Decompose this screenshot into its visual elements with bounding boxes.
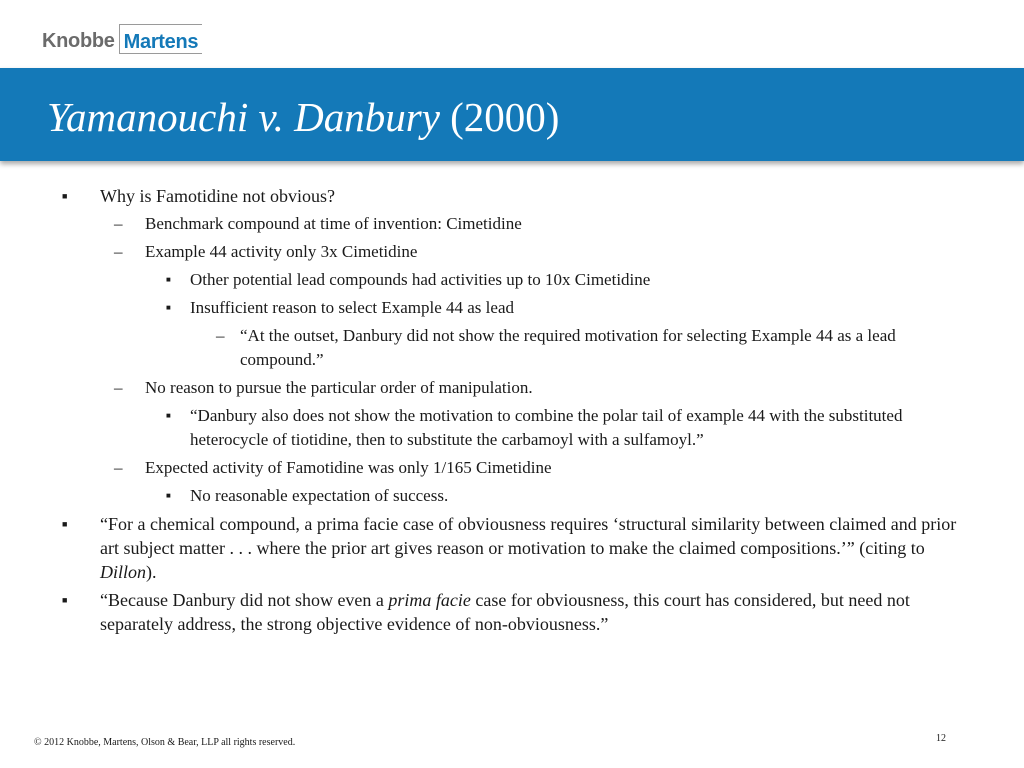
- title-case-name: Yamanouchi v. Danbury: [47, 94, 440, 140]
- bullet-text: No reasonable expectation of success.: [190, 486, 449, 505]
- bullet-text: Expected activity of Famotidine was only 1/165 Cimetidine: [145, 458, 552, 477]
- bullet-level2: [0, 376, 1024, 400]
- square-bullet-icon: ■: [166, 411, 171, 420]
- title-bar: [0, 68, 1024, 161]
- quote-end: ).: [146, 562, 157, 582]
- bullet-level3: [0, 268, 1024, 292]
- bullet-level2: [0, 240, 1024, 264]
- bullet-level3: [0, 484, 1024, 508]
- square-bullet-icon: ■: [166, 491, 171, 500]
- bullet-list: [0, 184, 1024, 636]
- logo: [40, 24, 202, 54]
- bullet-text: Benchmark compound at time of invention: Cimetidine: [145, 214, 522, 233]
- bullet-text: Other potential lead compounds had activities up to 10x Cimetidine: [190, 270, 651, 289]
- square-bullet-icon: ■: [62, 191, 68, 201]
- bullet-text: Why is Famotidine not obvious?: [100, 186, 335, 206]
- bullet-level2: [0, 456, 1024, 480]
- bullet-text: Insufficient reason to select Example 44 as lead: [190, 298, 514, 317]
- bullet-level1: [0, 512, 1024, 584]
- bullet-level1: [0, 184, 1024, 208]
- bullet-level2: [0, 212, 1024, 236]
- bullet-text: “At the outset, Danbury did not show the required motivation for selecting Example 44 as a lead compound.”: [240, 326, 896, 369]
- quote-pre: “Because Danbury did not show even a: [100, 590, 389, 610]
- bullet-level3: [0, 296, 1024, 320]
- bullet-text: “Danbury also does not show the motivation to combine the polar tail of example 44 with the substituted heterocycle of tiotidine, then to substitute the carbamoyl with a sulfamoyl.”: [190, 406, 903, 449]
- square-bullet-icon: ■: [62, 595, 68, 605]
- bullet-text: Example 44 activity only 3x Cimetidine: [145, 242, 418, 261]
- bullet-text: No reason to pursue the particular order of manipulation.: [145, 378, 533, 397]
- title-year: (2000): [450, 94, 560, 140]
- bullet-text: [100, 590, 910, 634]
- copyright-footer: © 2012 Knobbe, Martens, Olson & Bear, LLP all rights reserved.: [34, 737, 296, 748]
- logo-word-knobbe: Knobbe: [40, 24, 120, 54]
- dash-bullet-icon: –: [114, 378, 123, 397]
- page-number: 12: [936, 733, 946, 744]
- slide-title: [47, 95, 559, 140]
- bullet-level3: [0, 404, 1024, 452]
- square-bullet-icon: ■: [166, 303, 171, 312]
- dash-bullet-icon: –: [114, 242, 123, 261]
- quote-text: “For a chemical compound, a prima facie case of obviousness requires ‘structural similarity between claimed and prior art subject matter . . . where the prior art gives reason or motivation to make the claimed compositions.’” (citing to: [100, 514, 957, 558]
- bullet-text: [100, 514, 956, 582]
- square-bullet-icon: ■: [166, 275, 171, 284]
- dash-bullet-icon: –: [216, 326, 225, 345]
- dash-bullet-icon: –: [114, 214, 123, 233]
- quote-post: case for obviousness, this court has considered, but need not separately address, the strong objective evidence of non-obviousness.”: [100, 590, 910, 634]
- citation-italic: Dillon: [100, 562, 147, 582]
- bullet-level4: [0, 324, 1024, 372]
- bullet-level1: [0, 588, 1024, 636]
- square-bullet-icon: ■: [62, 519, 68, 529]
- logo-word-martens: Martens: [120, 24, 203, 54]
- dash-bullet-icon: –: [114, 458, 123, 477]
- prima-facie-italic: prima facie: [388, 590, 471, 610]
